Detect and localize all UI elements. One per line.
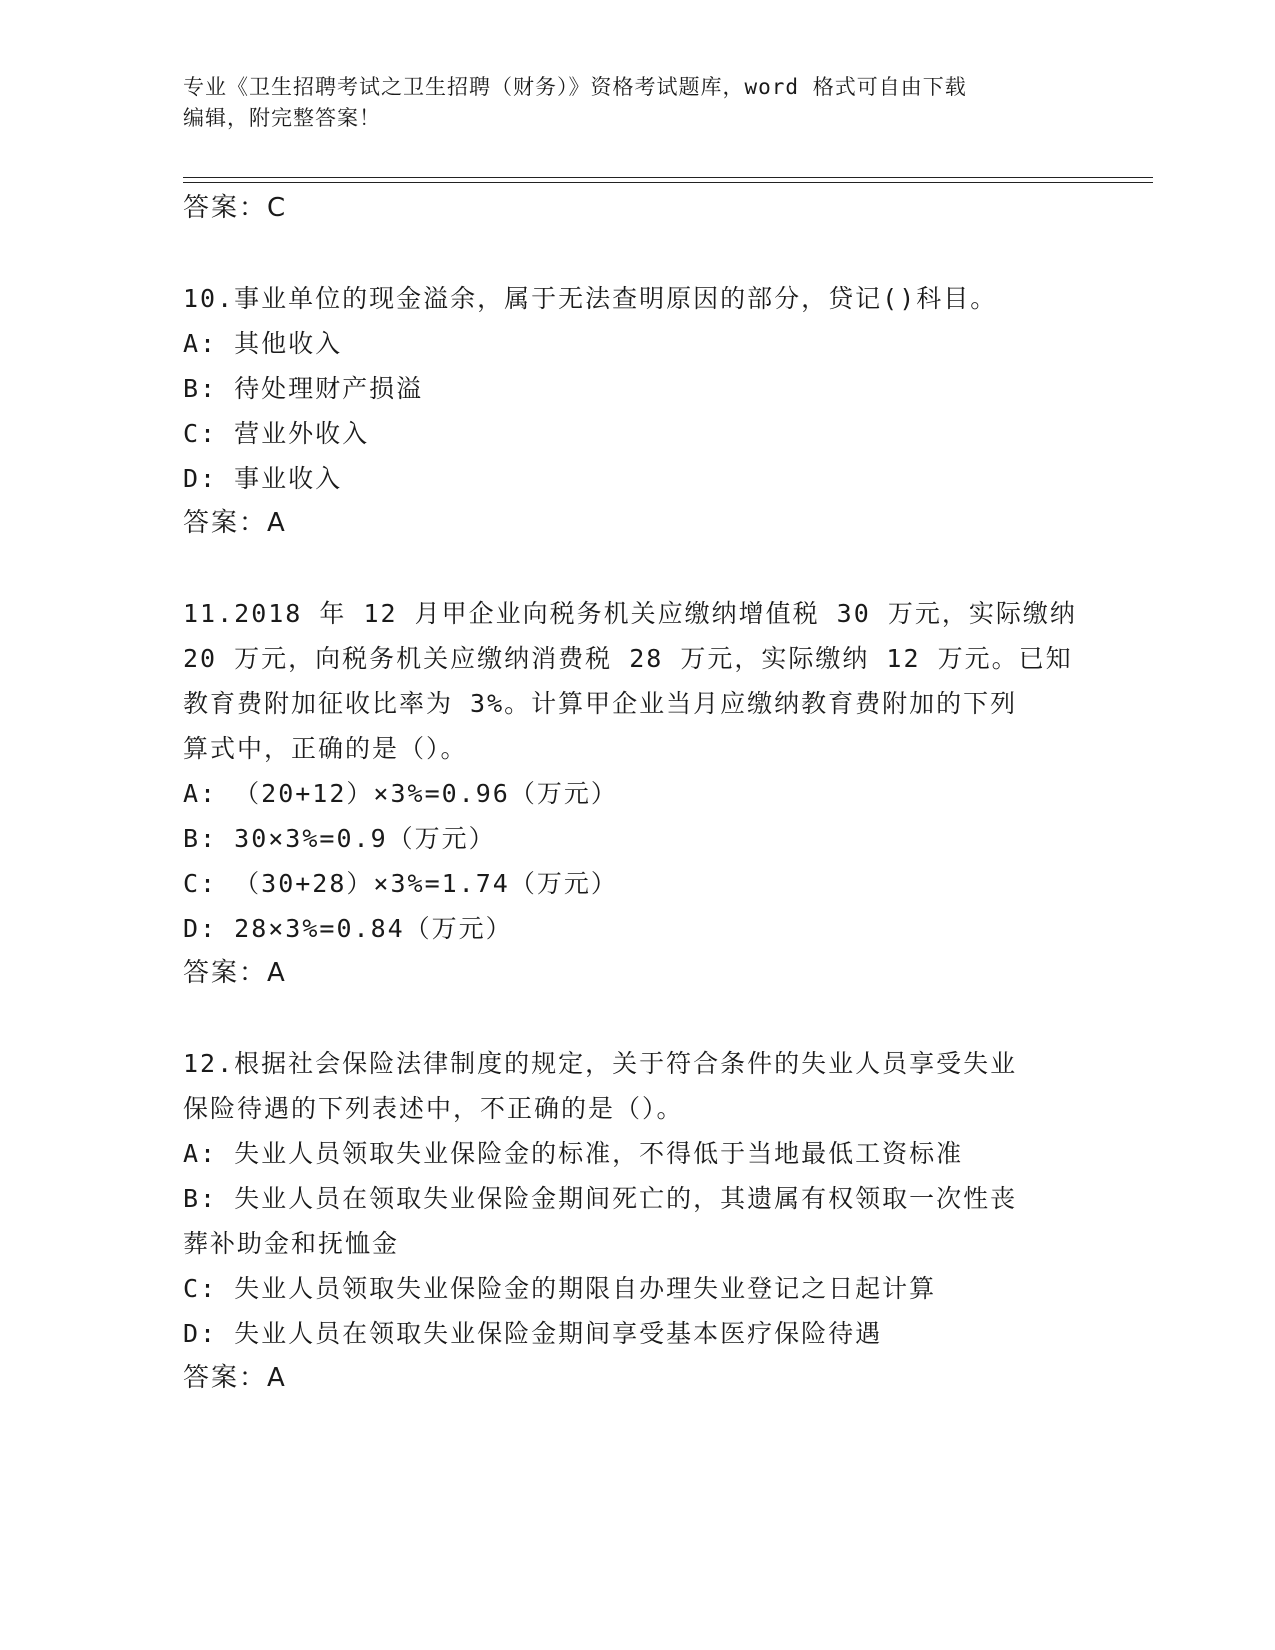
question-12	[183, 1041, 1083, 1401]
header-rule-bottom	[183, 182, 1153, 183]
question-list	[183, 186, 1083, 1401]
question-12-text-line-2: 保险待遇的下列表述中，不正确的是（）。	[183, 1094, 684, 1123]
question-10	[183, 276, 1083, 546]
question-11-text-line-4: 算式中，正确的是（）。	[183, 734, 468, 763]
question-12-option-c: C: 失业人员领取失业保险金的期限自办理失业登记之日起计算	[183, 1274, 937, 1303]
question-12-option-b-line-1: B: 失业人员在领取失业保险金期间死亡的，其遗属有权领取一次性丧	[183, 1184, 1018, 1213]
question-11	[183, 591, 1083, 996]
question-10-option-a: A: 其他收入	[183, 329, 343, 358]
document-header	[183, 72, 1063, 134]
question-11-option-d: D: 28×3%=0.84（万元）	[183, 914, 513, 943]
question-12-option-b-line-2: 葬补助金和抚恤金	[183, 1229, 400, 1258]
question-11-answer: 答案：A	[183, 958, 287, 988]
question-10-answer: 答案：A	[183, 508, 287, 538]
question-11-option-a: A: （20+12）×3%=0.96（万元）	[183, 779, 618, 808]
header-line-2: 编辑，附完整答案！	[183, 106, 381, 130]
header-line-1: 专业《卫生招聘考试之卫生招聘（财务）》资格考试题库，word 格式可自由下载	[183, 75, 967, 99]
spacer	[183, 996, 1083, 1041]
header-rule-top	[183, 177, 1153, 178]
question-11-text-line-2: 20 万元，向税务机关应缴纳消费税 28 万元，实际缴纳 12 万元。已知	[183, 644, 1073, 673]
question-12-option-d: D: 失业人员在领取失业保险金期间享受基本医疗保险待遇	[183, 1319, 883, 1348]
question-11-option-c: C: （30+28）×3%=1.74（万元）	[183, 869, 618, 898]
question-11-text-line-1: 11.2018 年 12 月甲企业向税务机关应缴纳增值税 30 万元，实际缴纳	[183, 599, 1077, 628]
question-12-answer: 答案：A	[183, 1363, 287, 1393]
spacer	[183, 546, 1083, 591]
question-11-text-line-3: 教育费附加征收比率为 3%。计算甲企业当月应缴纳教育费附加的下列	[183, 689, 1018, 718]
question-10-option-d: D: 事业收入	[183, 464, 343, 493]
question-10-text: 10.事业单位的现金溢余，属于无法查明原因的部分，贷记()科目。	[183, 284, 998, 313]
question-12-text-line-1: 12.根据社会保险法律制度的规定，关于符合条件的失业人员享受失业	[183, 1049, 1018, 1078]
question-10-option-c: C: 营业外收入	[183, 419, 370, 448]
question-11-option-b: B: 30×3%=0.9（万元）	[183, 824, 496, 853]
spacer	[183, 231, 1083, 276]
answer-prev: 答案：C	[183, 193, 288, 223]
question-12-option-a: A: 失业人员领取失业保险金的标准，不得低于当地最低工资标准	[183, 1139, 964, 1168]
question-10-option-b: B: 待处理财产损溢	[183, 374, 424, 403]
